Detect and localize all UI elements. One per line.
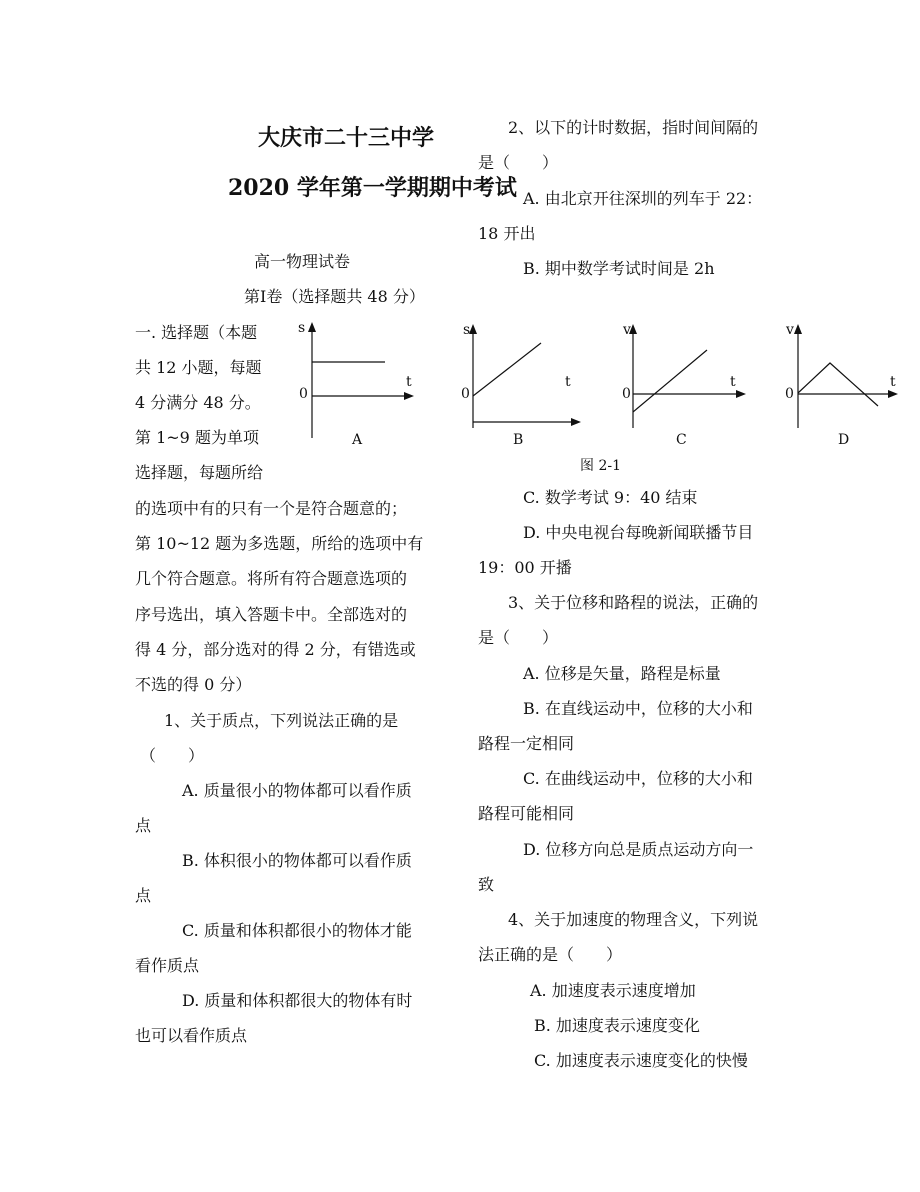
instruction-line: 一. 选择题（本题	[135, 323, 258, 342]
q3-option-a: A. 位移是矢量，路程是标量	[523, 664, 721, 683]
q1-stem: （ ）	[140, 746, 205, 765]
q2-option-a: A. 由北京开往深圳的列车于 22：	[523, 189, 763, 208]
graph-a	[290, 318, 430, 453]
instruction-line: 的选项中有的只有一个是符合题意的；	[135, 499, 408, 518]
graph-a-x-label: t	[406, 374, 412, 390]
exam-title: 2020 学年第一学期期中考试	[228, 175, 517, 201]
instruction-line: 不选的得 0 分）	[135, 675, 252, 694]
instruction-line: 共 12 小题，每题	[135, 358, 262, 377]
q1-option-d: 也可以看作质点	[135, 1026, 248, 1045]
q2-option-a: 18 开出	[478, 224, 536, 243]
graph-d-letter: D	[838, 432, 850, 448]
q4-option-a: A. 加速度表示速度增加	[530, 981, 696, 1000]
subject-title: 高一物理试卷	[254, 252, 351, 271]
q4-option-b: B. 加速度表示速度变化	[534, 1016, 700, 1035]
graph-b-origin: 0	[461, 386, 470, 402]
instruction-line: 得 4 分，部分选对的得 2 分，有错选或	[135, 640, 416, 659]
school-name: 大庆市二十三中学	[258, 125, 435, 151]
q2-stem: 2、以下的计时数据，指时间间隔的	[508, 118, 759, 137]
q4-option-c: C. 加速度表示速度变化的快慢	[534, 1051, 748, 1070]
q3-option-c: 路程可能相同	[478, 804, 575, 823]
graph-c	[618, 318, 758, 453]
q4-stem: 4、关于加速度的物理含义，下列说	[508, 910, 759, 929]
graph-c-x-label: t	[730, 374, 736, 390]
q3-stem: 3、关于位移和路程的说法，正确的	[508, 593, 759, 612]
graph-b	[455, 318, 595, 453]
figure-caption: 图 2-1	[580, 458, 621, 474]
graph-d-origin: 0	[785, 386, 794, 402]
graph-d	[780, 318, 910, 453]
graph-c-plot	[618, 318, 758, 453]
instruction-line: 第 1~9 题为单项	[135, 428, 259, 447]
instruction-line: 序号选出，填入答题卡中。全部选对的	[135, 605, 408, 624]
q2-option-c: C. 数学考试 9：40 结束	[523, 488, 698, 507]
q1-option-c: C. 质量和体积都很小的物体才能	[182, 921, 412, 940]
graph-a-y-label: s	[298, 320, 306, 336]
q4-stem: 法正确的是（ ）	[478, 945, 623, 964]
instruction-line: 4 分满分 48 分。	[135, 393, 261, 412]
q1-stem: 1、关于质点，下列说法正确的是	[164, 711, 399, 730]
q3-option-d: 致	[478, 875, 495, 894]
graph-c-origin: 0	[622, 386, 631, 402]
q1-option-d: D. 质量和体积都很大的物体有时	[182, 991, 413, 1010]
graph-c-y-label: v	[623, 322, 631, 338]
q1-option-a: A. 质量很小的物体都可以看作质	[182, 781, 412, 800]
q2-option-d: D. 中央电视台每晚新闻联播节目	[523, 523, 754, 542]
graph-d-y-label: v	[786, 322, 794, 338]
instruction-line: 选择题，每题所给	[135, 463, 264, 482]
graph-a-letter: A	[352, 432, 363, 448]
instruction-line: 第 10~12 题为多选题，所给的选项中有	[135, 534, 424, 553]
q2-option-d: 19：00 开播	[478, 558, 572, 577]
graph-b-y-label: s	[463, 322, 471, 338]
q3-option-c: C. 在曲线运动中，位移的大小和	[523, 769, 753, 788]
section-title: 第Ⅰ卷（选择题共 48 分）	[244, 287, 425, 306]
graph-a-origin: 0	[299, 386, 308, 402]
graph-d-x-label: t	[890, 374, 896, 390]
q1-option-a: 点	[135, 816, 152, 835]
q3-stem: 是（ ）	[478, 628, 559, 647]
q2-option-b: B. 期中数学考试时间是 2h	[523, 259, 715, 278]
q2-stem: 是（ ）	[478, 153, 559, 172]
q1-option-c: 看作质点	[135, 956, 200, 975]
q3-option-d: D. 位移方向总是质点运动方向一	[523, 840, 754, 859]
graph-b-plot	[455, 318, 595, 453]
q1-option-b: 点	[135, 886, 152, 905]
q1-option-b: B. 体积很小的物体都可以看作质	[182, 851, 412, 870]
instruction-line: 几个符合题意。将所有符合题意选项的	[135, 569, 408, 588]
graph-b-letter: B	[513, 432, 524, 448]
q3-option-b: 路程一定相同	[478, 734, 575, 753]
q3-option-b: B. 在直线运动中，位移的大小和	[523, 699, 753, 718]
graph-b-x-label: t	[565, 374, 571, 390]
graph-c-letter: C	[676, 432, 687, 448]
